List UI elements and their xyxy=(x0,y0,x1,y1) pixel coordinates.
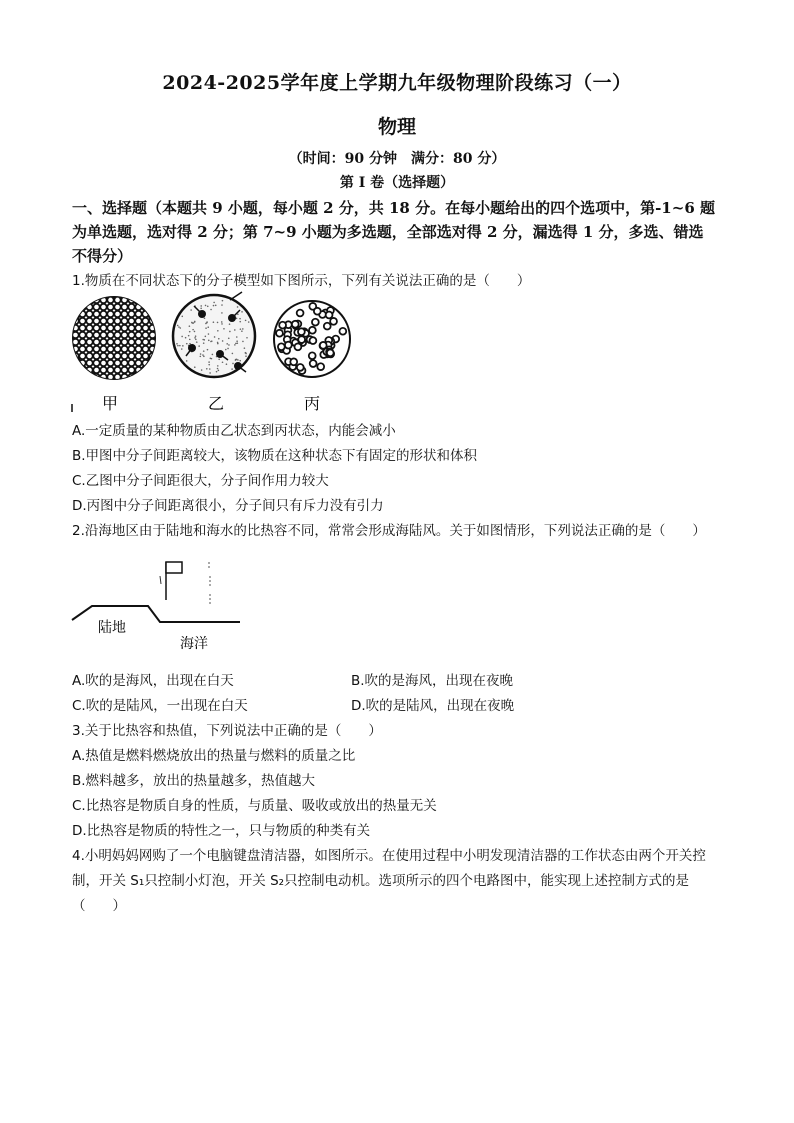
q3-option-b: B.燃料越多，放出的热量越多，热值越大 xyxy=(72,773,316,789)
label-jia: 甲 xyxy=(102,394,119,413)
sea-label: 海洋 xyxy=(180,636,208,652)
q4-stem-line-2: 制，开关 S₁只控制小灯泡，开关 S₂只控制电动机。选项所示的四个电路图中，能实现上述控制方式的是 xyxy=(72,873,690,889)
q2-sea-land-figure xyxy=(70,556,242,656)
solid-model-circle xyxy=(72,297,162,380)
q2-option-a: A.吹的是海风，出现在白天 xyxy=(72,673,234,689)
q2-option-c: C.吹的是陆风，一出现在白天 xyxy=(72,698,248,714)
section-heading-line-3: 不得分） xyxy=(72,247,133,265)
q2-option-b: B.吹的是海风，出现在夜晚 xyxy=(351,673,514,689)
q1-molecule-figure xyxy=(70,296,370,420)
exam-info: （时间：90 分钟 满分：80 分） xyxy=(288,151,506,167)
q1-option-c: C.乙图中分子间距很大，分子间作用力较大 xyxy=(72,473,329,489)
q1-option-d: D.丙图中分子间距离很小，分子间只有斥力没有引力 xyxy=(72,498,384,514)
liquid-model-circle xyxy=(274,301,350,377)
q4-stem-line-1: 4.小明妈妈网购了一个电脑键盘清洁器，如图所示。在使用过程中小明发现清洁器的工作状态由两个开关控 xyxy=(72,848,706,864)
q2-option-d: D.吹的是陆风，出现在夜晚 xyxy=(351,698,515,714)
label-bing: 丙 xyxy=(304,394,321,413)
q1-option-b: B.甲图中分子间距离较大，该物质在这种状态下有固定的形状和体积 xyxy=(72,448,478,464)
q3-option-c: C.比热容是物质自身的性质，与质量、吸收或放出的热量无关 xyxy=(72,798,437,814)
q2-stem: 2.沿海地区由于陆地和海水的比热容不同，常常会形成海陆风。关于如图情形，下列说法正确的是（ ） xyxy=(72,523,706,539)
q3-stem: 3.关于比热容和热值，下列说法中正确的是（ ） xyxy=(72,723,382,739)
section-heading-line-1: 一、选择题（本题共 9 小题，每小题 2 分，共 18 分。在每小题给出的四个选项中，第-1~6 题 xyxy=(72,199,715,217)
label-yi: 乙 xyxy=(208,394,225,413)
q1-stem: 1.物质在不同状态下的分子模型如下图所示，下列有关说法正确的是（ ） xyxy=(72,273,531,289)
volume-title: 第 I 卷（选择题） xyxy=(339,175,455,191)
gas-model-circle xyxy=(173,292,255,377)
subject-title: 物理 xyxy=(377,116,416,138)
section-heading-line-2: 为单选题，选对得 2 分；第 7~9 小题为多选题，全部选对得 2 分，漏选得 1 分，多选、错选 xyxy=(72,223,704,241)
q1-option-a: A.一定质量的某种物质由乙状态到丙状态，内能会减小 xyxy=(72,423,396,439)
land-label: 陆地 xyxy=(98,620,126,636)
q4-stem-line-3: （ ） xyxy=(72,898,126,914)
exam-title: 2024-2025学年度上学期九年级物理阶段练习（一） xyxy=(162,72,632,94)
q3-option-d: D.比热容是物质的特性之一，只与物质的种类有关 xyxy=(72,823,371,839)
q3-option-a: A.热值是燃料燃烧放出的热量与燃料的质量之比 xyxy=(72,748,356,764)
